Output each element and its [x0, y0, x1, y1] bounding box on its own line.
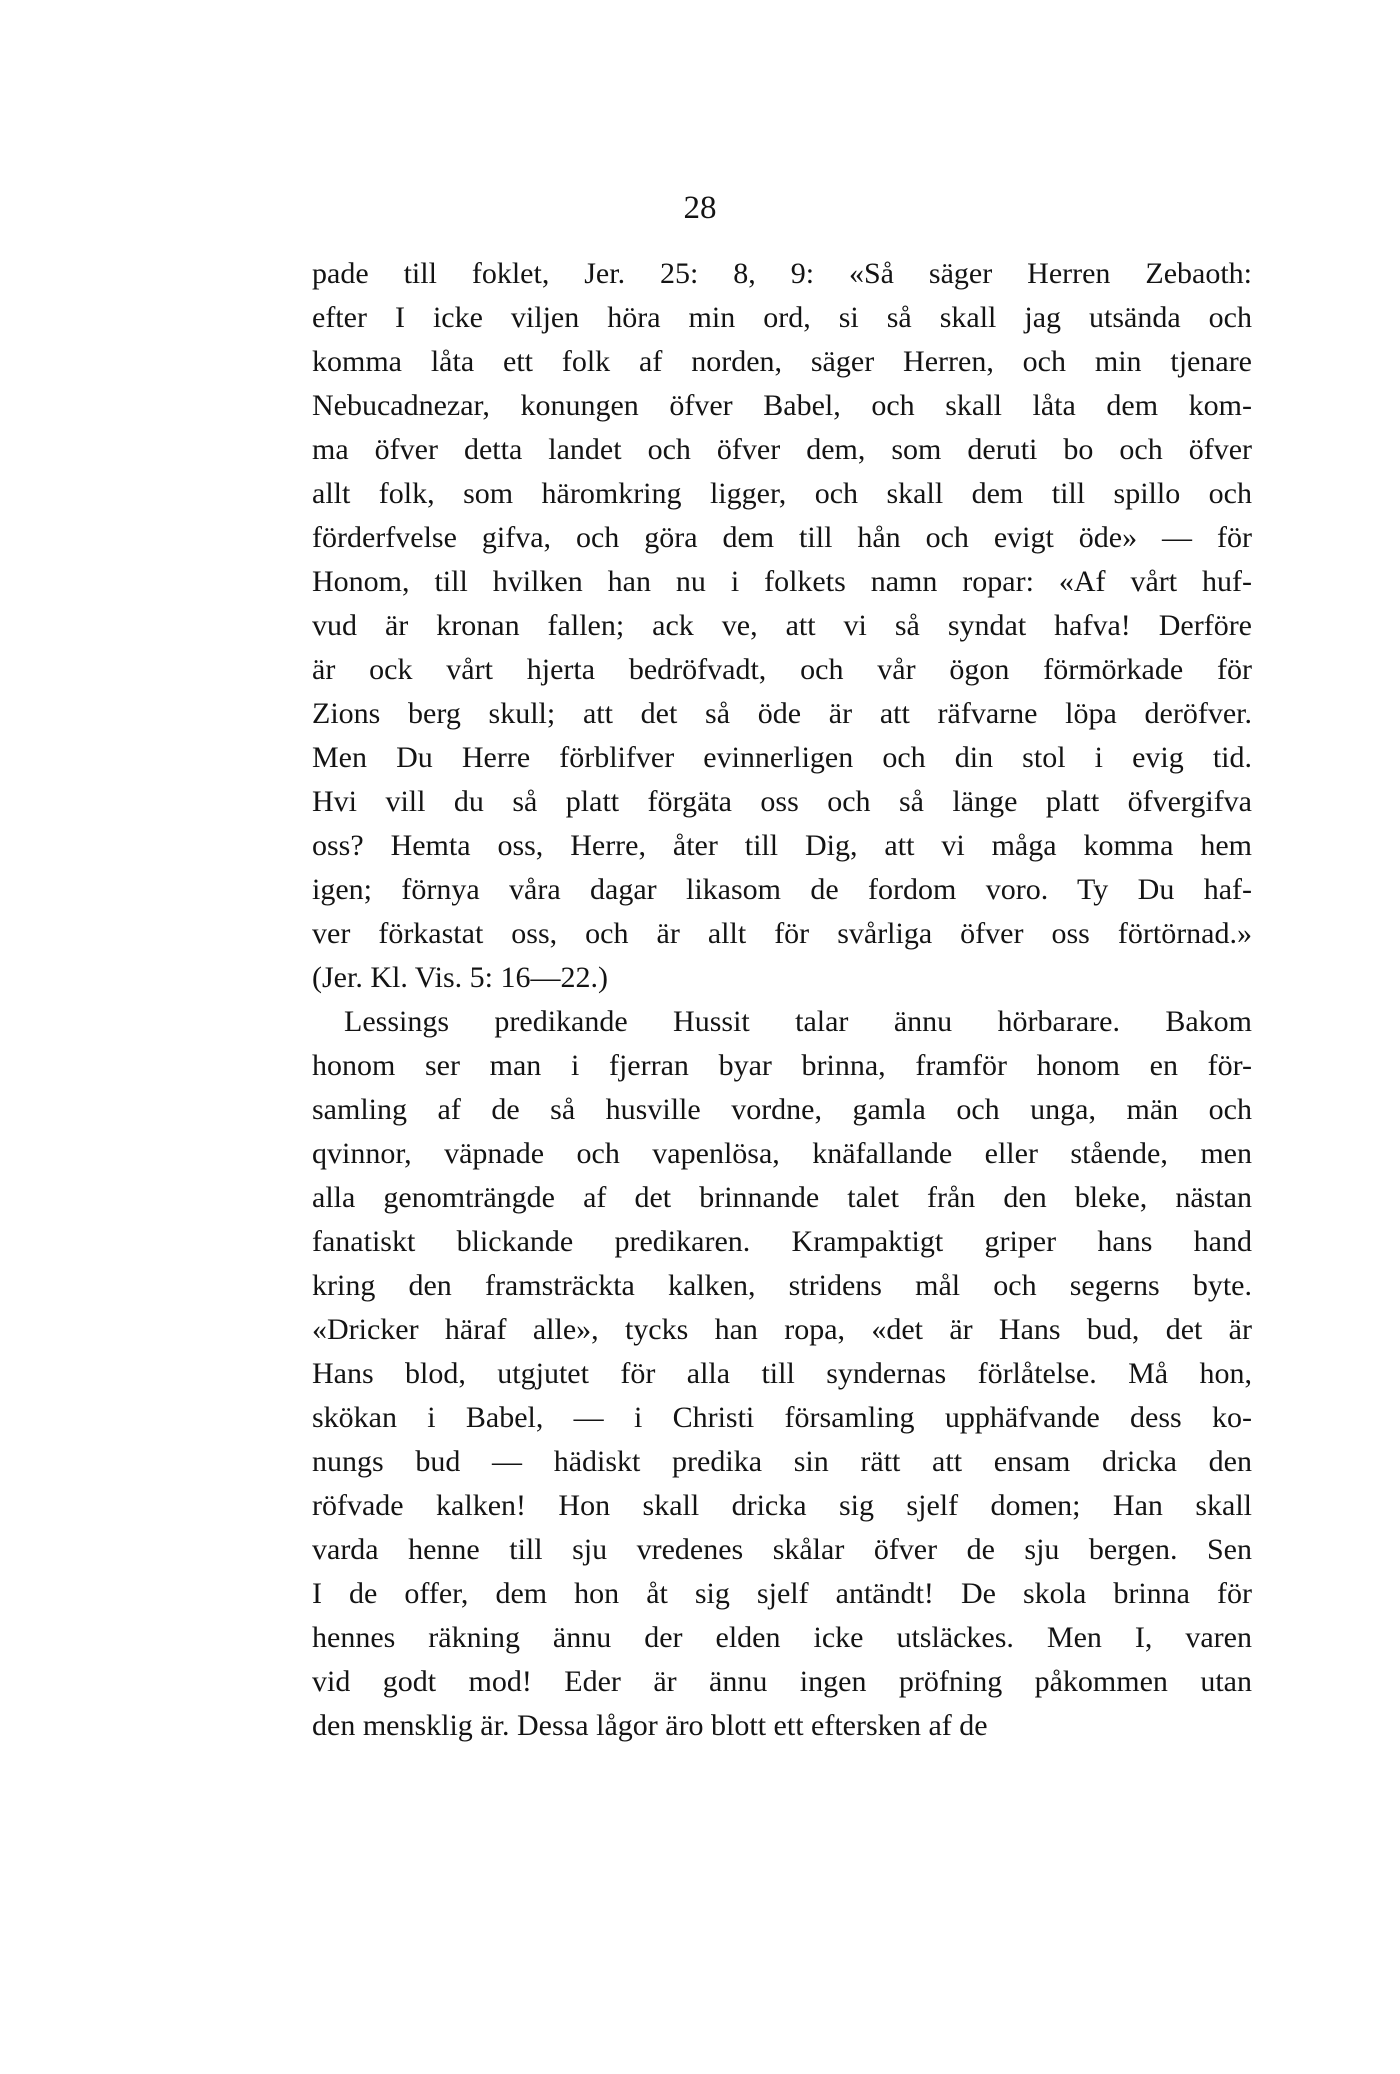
text-line: kring den framsträckta kalken, stridens mål och segerns byte.: [312, 1269, 1252, 1302]
body-text: [312, 252, 1252, 1748]
text-line: den mensklig är. Dessa lågor äro blott ett eftersken af de: [312, 1709, 988, 1742]
text-line: oss? Hemta oss, Herre, åter till Dig, att vi måga komma hem: [312, 829, 1252, 862]
text-line: honom ser man i fjerran byar brinna, framför honom en för-: [312, 1049, 1252, 1082]
text-line: nungs bud — hädiskt predika sin rätt att ensam dricka den: [312, 1445, 1252, 1478]
text-line: vud är kronan fallen; ack ve, att vi så syndat hafva! Derföre: [312, 609, 1252, 642]
text-line: igen; förnya våra dagar likasom de fordom voro. Ty Du haf-: [312, 873, 1252, 906]
text-line: Honom, till hvilken han nu i folkets namn ropar: «Af vårt huf-: [312, 565, 1252, 598]
text-line: röfvade kalken! Hon skall dricka sig sjelf domen; Han skall: [312, 1489, 1252, 1522]
text-line: Zions berg skull; att det så öde är att räfvarne löpa deröfver.: [312, 697, 1252, 730]
text-line: är ock vårt hjerta bedröfvadt, och vår ögon förmörkade för: [312, 653, 1252, 686]
text-line: samling af de så husville vordne, gamla och unga, män och: [312, 1093, 1252, 1126]
text-line: förderfvelse gifva, och göra dem till hån och evigt öde» — för: [312, 521, 1252, 554]
text-line: Hvi vill du så platt förgäta oss och så länge platt öfvergifva: [312, 785, 1252, 818]
text-line: (Jer. Kl. Vis. 5: 16—22.): [312, 961, 608, 994]
text-line: ver förkastat oss, och är allt för svårliga öfver oss förtörnad.»: [312, 917, 1252, 950]
text-line: Nebucadnezar, konungen öfver Babel, och skall låta dem kom-: [312, 389, 1252, 422]
text-line: varda henne till sju vredenes skålar öfver de sju bergen. Sen: [312, 1533, 1252, 1566]
text-line: ma öfver detta landet och öfver dem, som deruti bo och öfver: [312, 433, 1252, 466]
text-line: skökan i Babel, — i Christi församling upphäfvande dess ko-: [312, 1401, 1252, 1434]
paragraph: [312, 1000, 1252, 1748]
text-line: vid godt mod! Eder är ännu ingen pröfning påkommen utan: [312, 1665, 1252, 1698]
text-line: fanatiskt blickande predikaren. Krampaktigt griper hans hand: [312, 1225, 1252, 1258]
text-line: «Dricker häraf alle», tycks han ropa, «det är Hans bud, det är: [312, 1313, 1252, 1346]
text-line: allt folk, som häromkring ligger, och skall dem till spillo och: [312, 477, 1252, 510]
text-line: Hans blod, utgjutet för alla till syndernas förlåtelse. Må hon,: [312, 1357, 1252, 1390]
text-line: pade till foklet, Jer. 25: 8, 9: «Så säger Herren Zebaoth:: [312, 257, 1252, 290]
text-line: qvinnor, väpnade och vapenlösa, knäfallande eller stående, men: [312, 1137, 1252, 1170]
page-number: 28: [683, 190, 717, 226]
paragraph: [312, 252, 1252, 1000]
text-line: komma låta ett folk af norden, säger Herren, och min tjenare: [312, 345, 1252, 378]
text-line: I de offer, dem hon åt sig sjelf antändt! De skola brinna för: [312, 1577, 1252, 1610]
text-line: Lessings predikande Hussit talar ännu hörbarare. Bakom: [344, 1005, 1252, 1038]
text-line: alla genomträngde af det brinnande talet från den bleke, nästan: [312, 1181, 1252, 1214]
text-line: hennes räkning ännu der elden icke utsläckes. Men I, varen: [312, 1621, 1252, 1654]
text-line: Men Du Herre förblifver evinnerligen och din stol i evig tid.: [312, 741, 1252, 774]
text-line: efter I icke viljen höra min ord, si så skall jag utsända och: [312, 301, 1252, 334]
